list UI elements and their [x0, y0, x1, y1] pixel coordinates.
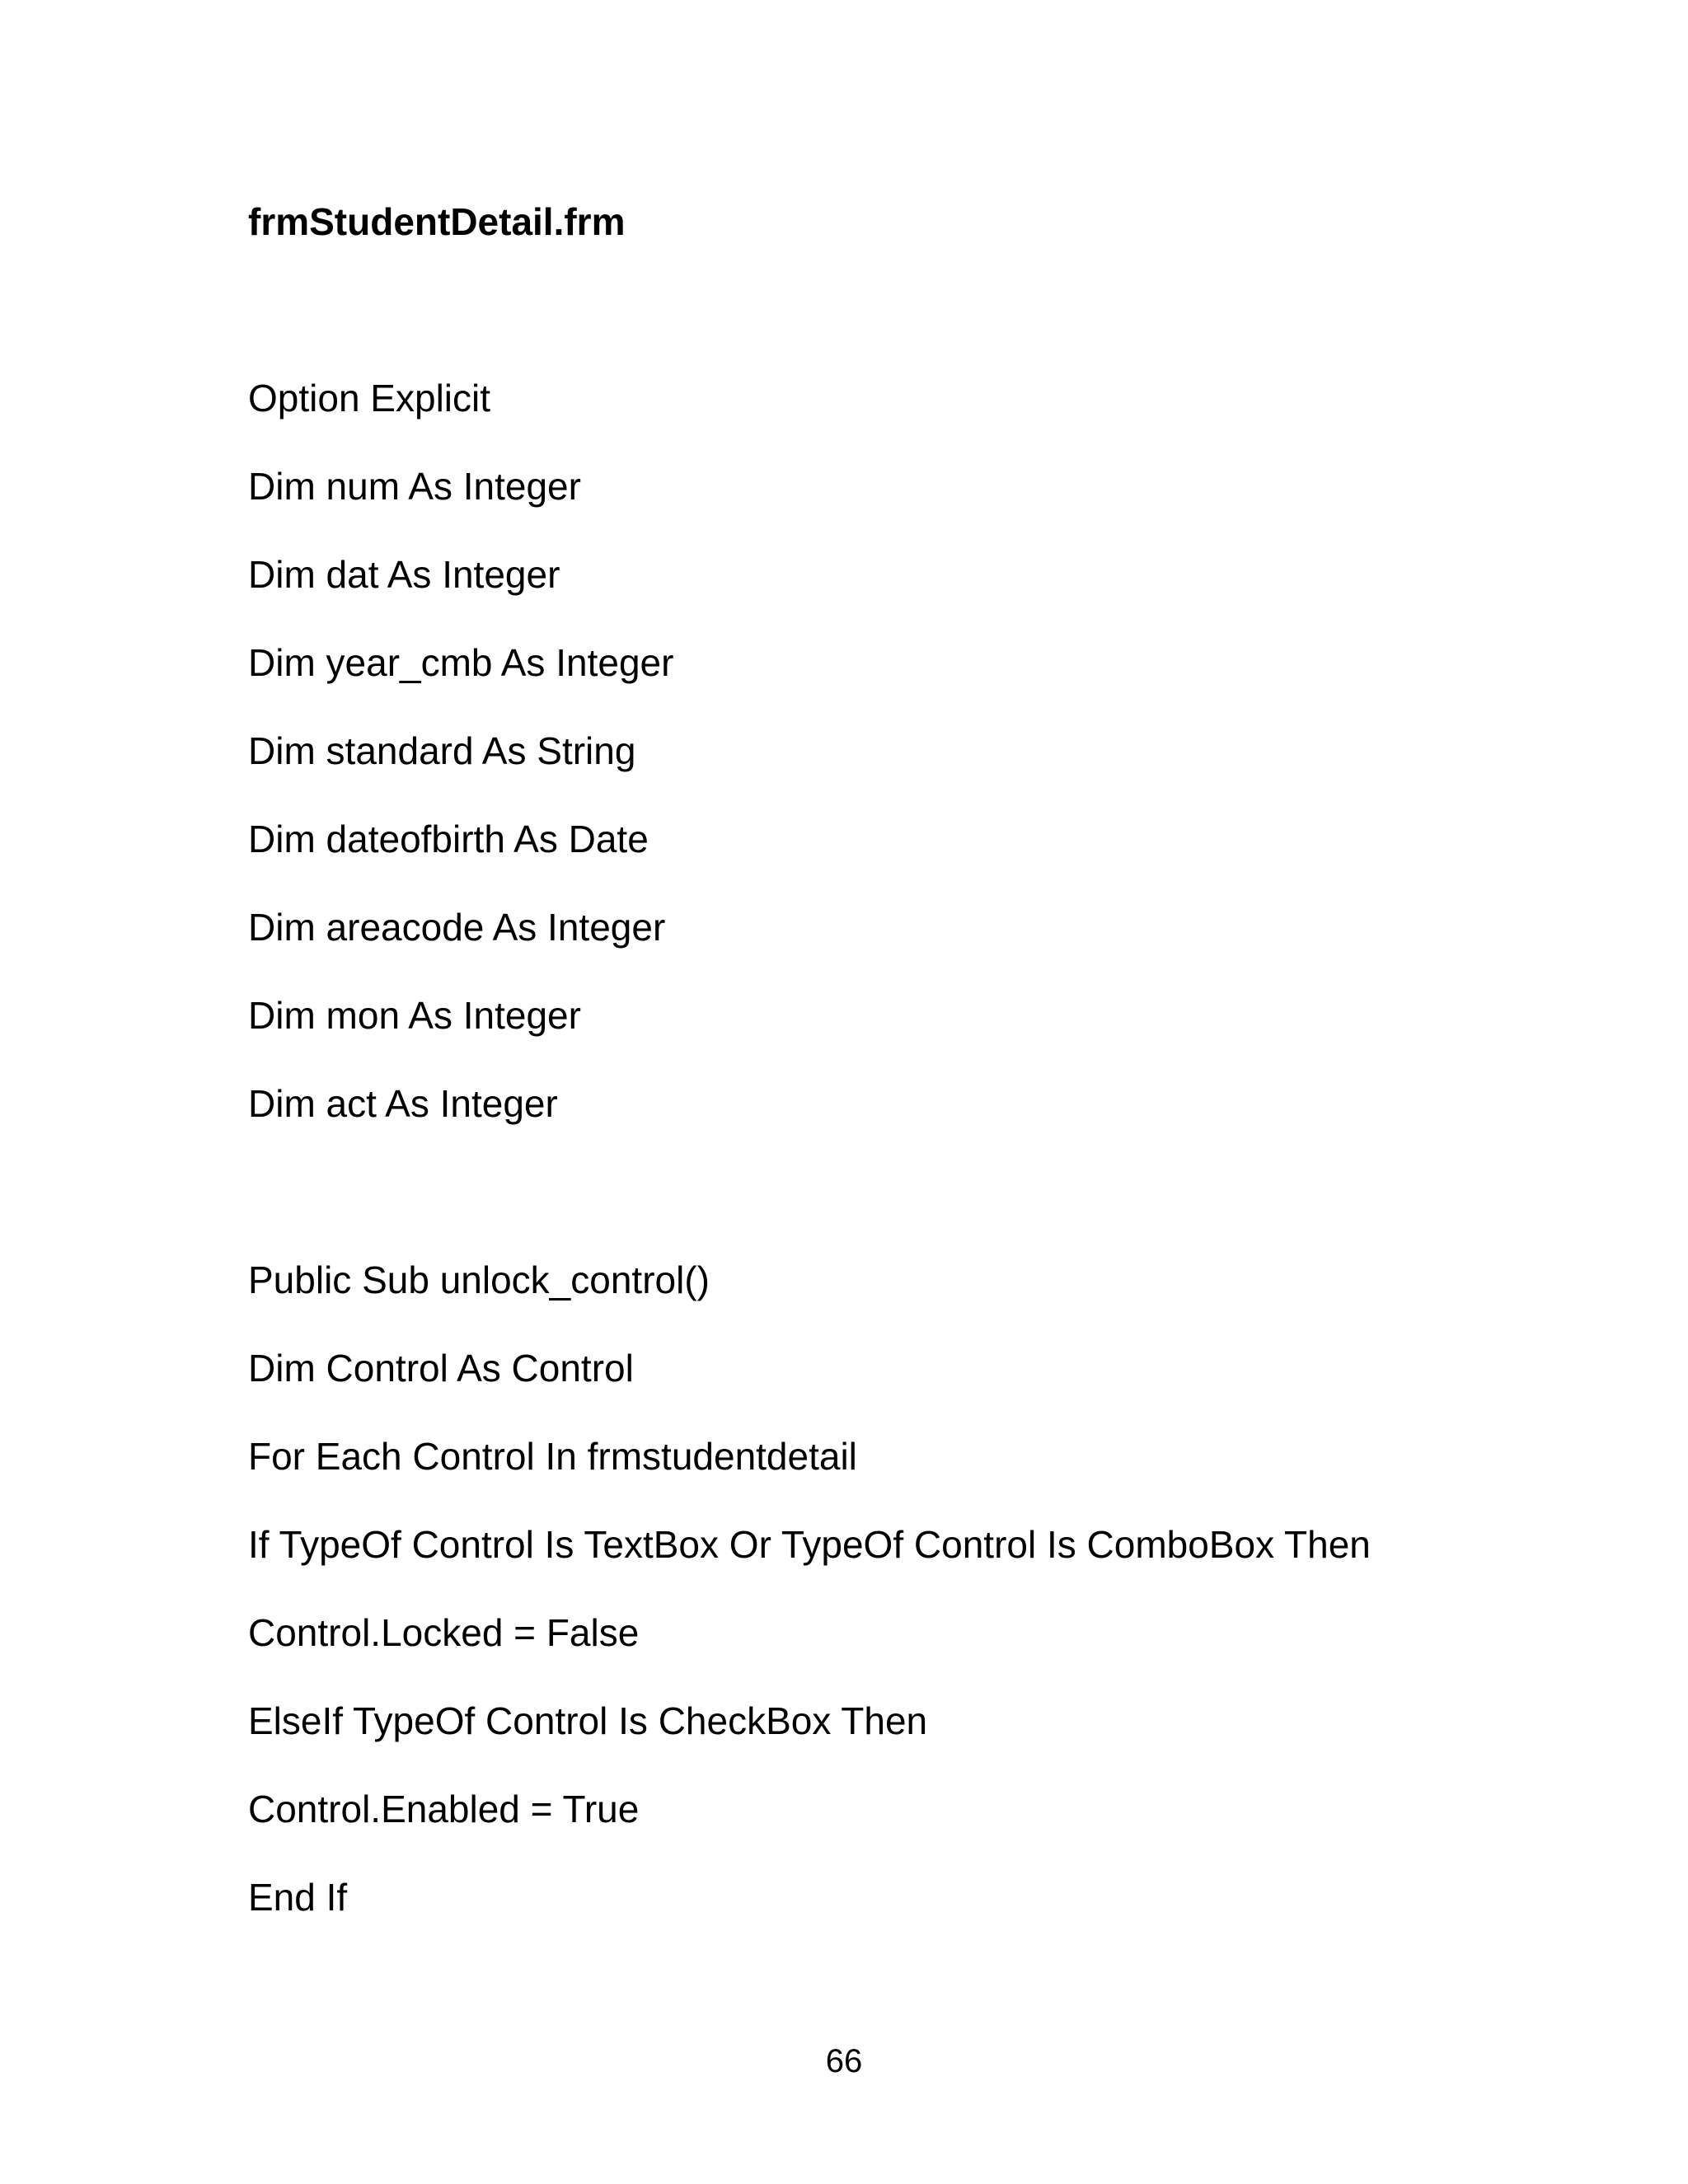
code-line: Public Sub unlock_control() — [248, 1258, 710, 1301]
page-number: 66 — [825, 2043, 863, 2079]
code-line: Dim act As Integer — [248, 1082, 558, 1125]
code-line: Dim dat As Integer — [248, 553, 560, 596]
code-line: Control.Locked = False — [248, 1611, 640, 1654]
code-line: Dim dateofbirth As Date — [248, 818, 649, 860]
code-line: If TypeOf Control Is TextBox Or TypeOf Control Is ComboBox Then — [248, 1523, 1371, 1566]
code-line: Dim standard As String — [248, 729, 636, 772]
document-title: frmStudentDetail.frm — [248, 200, 626, 243]
code-line: ElseIf TypeOf Control Is CheckBox Then — [248, 1699, 928, 1742]
code-line: Dim areacode As Integer — [248, 906, 666, 949]
code-line: End If — [248, 1876, 348, 1919]
code-line: Dim year_cmb As Integer — [248, 641, 674, 684]
code-line: Dim Control As Control — [248, 1347, 634, 1390]
code-line: For Each Control In frmstudentdetail — [248, 1435, 857, 1478]
code-line: Dim mon As Integer — [248, 994, 581, 1037]
code-line: Control.Enabled = True — [248, 1788, 640, 1830]
code-line: Option Explicit — [248, 377, 491, 419]
code-line: Dim num As Integer — [248, 465, 581, 508]
